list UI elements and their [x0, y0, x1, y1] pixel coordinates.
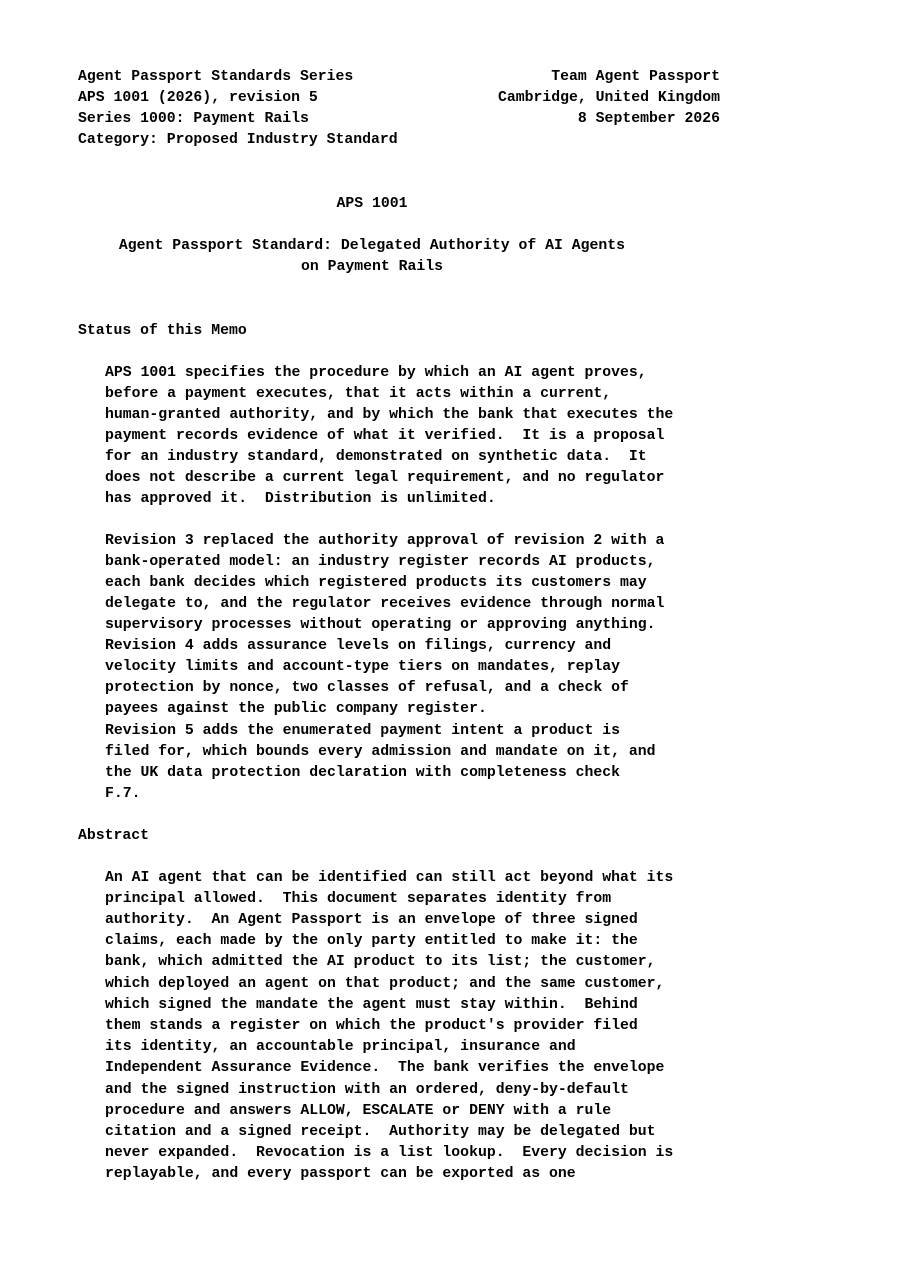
header-category: Category: Proposed Industry Standard [78, 132, 398, 148]
text-line: bank, which admitted the AI product to its list; the customer, [105, 954, 656, 970]
text-line: An AI agent that can be identified can still act beyond what its [105, 870, 674, 886]
text-line: F.7. [105, 786, 141, 802]
text-line: the UK data protection declaration with completeness check [105, 765, 621, 781]
text-line: procedure and answers ALLOW, ESCALATE or DENY with a rule [105, 1103, 612, 1119]
abstract-heading: Abstract [78, 828, 150, 844]
text-line: for an industry standard, demonstrated on synthetic data. It [105, 449, 647, 465]
text-line: bank-operated model: an industry register records AI products, [105, 554, 656, 570]
text-line: which signed the mandate the agent must stay within. Behind [105, 997, 638, 1013]
header-date: 8 September 2026 [577, 111, 720, 127]
text-line: supervisory processes without operating or approving anything. [105, 617, 656, 633]
text-line: has approved it. Distribution is unlimited. [105, 491, 496, 507]
header-author: Team Agent Passport [551, 69, 720, 85]
text-line: does not describe a current legal requirement, and no regulator [105, 470, 665, 486]
text-line: citation and a signed receipt. Authority may be delegated but [105, 1124, 656, 1140]
doc-number: APS 1001 [336, 196, 408, 212]
text-line: principal allowed. This document separates identity from [105, 891, 612, 907]
text-line: never expanded. Revocation is a list lookup. Every decision is [105, 1145, 674, 1161]
text-line: its identity, an accountable principal, insurance and [105, 1039, 576, 1055]
text-line: claims, each made by the only party entitled to make it: the [105, 933, 638, 949]
text-line: replayable, and every passport can be exported as one [105, 1166, 576, 1182]
text-line: Revision 4 adds assurance levels on filings, currency and [105, 638, 612, 654]
status-heading: Status of this Memo [78, 323, 247, 339]
text-line: Revision 3 replaced the authority approval of revision 2 with a [105, 533, 665, 549]
doc-title-line-1: Agent Passport Standard: Delegated Authority of AI Agents [118, 238, 626, 254]
header-series-name: Series 1000: Payment Rails [78, 111, 309, 127]
header-doc-revision: APS 1001 (2026), revision 5 [78, 90, 318, 106]
text-line: each bank decides which registered products its customers may [105, 575, 647, 591]
text-line: before a payment executes, that it acts within a current, [105, 386, 612, 402]
text-line: protection by nonce, two classes of refusal, and a check of [105, 680, 629, 696]
text-line: human-granted authority, and by which the bank that executes the [105, 407, 674, 423]
text-line: which deployed an agent on that product; and the same customer, [105, 976, 665, 992]
text-line: payment records evidence of what it verified. It is a proposal [105, 428, 665, 444]
text-line: APS 1001 specifies the procedure by which an AI agent proves, [105, 365, 647, 381]
doc-title-line-2: on Payment Rails [300, 259, 444, 275]
text-line: Independent Assurance Evidence. The bank verifies the envelope [105, 1060, 665, 1076]
header-location: Cambridge, United Kingdom [498, 90, 720, 106]
header-series: Agent Passport Standards Series [78, 69, 354, 85]
text-line: and the signed instruction with an ordered, deny-by-default [105, 1082, 629, 1098]
text-line: Revision 5 adds the enumerated payment intent a product is [105, 723, 621, 739]
text-line: delegate to, and the regulator receives evidence through normal [105, 596, 665, 612]
text-line: velocity limits and account-type tiers on mandates, replay [105, 659, 621, 675]
text-line: filed for, which bounds every admission and mandate on it, and [105, 744, 656, 760]
text-line: them stands a register on which the product's provider filed [105, 1018, 638, 1034]
text-line: authority. An Agent Passport is an envelope of three signed [105, 912, 638, 928]
text-line: payees against the public company register. [105, 701, 487, 717]
